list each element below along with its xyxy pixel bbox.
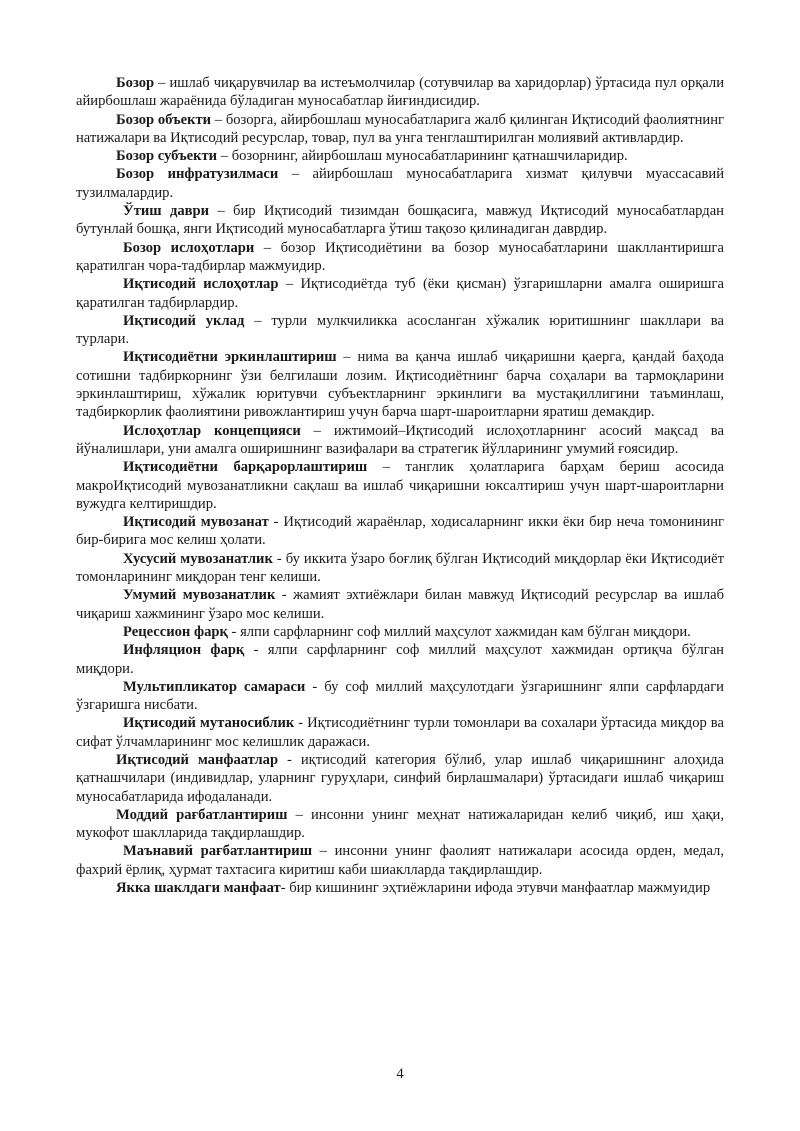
glossary-entry (76, 842, 724, 879)
glossary-entry (76, 641, 724, 678)
glossary-term: Бозор (116, 75, 155, 91)
glossary-entry (76, 879, 724, 897)
glossary-definition: – бир Иқтисодий тизимдан бошқасига, мавжуд Иқтисодий муносабатлардан бутунлай бошқа, янги Иқтисодий муносабатларга ўтиш тақозо қилинадиган даврдир. (76, 203, 724, 238)
glossary-term: Рецессион фарқ (123, 623, 228, 640)
glossary-term: Иқтисодий ислоҳотлар (123, 276, 279, 293)
glossary-entry (76, 678, 724, 715)
glossary-definition: – нима ва қанча ишлаб чиқаришни қаерга, қандай баҳода сотишни тадбиркорнинг ўзи белгилаши лозим. Иқтисодиётнинг барча соҳалари ва тармоқларини эркинлаштириш, хўжалик юритувчи субъектларнинг эркинлиги ва мустақиллигини таъминлаш, тадбиркорлик фаолиятини ривожлантириш учун барча шарт-шароитларни яратиш демакдир. (76, 349, 724, 421)
glossary-term: Умумий мувозанатлик (123, 587, 276, 604)
glossary-definition: - бу иккита ўзаро боғлиқ бўлган Иқтисодий миқдорлар ёки Иқтисодиёт томонларининг миқдоран тенг келиши. (76, 550, 724, 586)
glossary-definition: – турли мулкчиликка асосланган хўжалик юритишнинг шакллари ва турлари. (76, 312, 724, 348)
glossary-definition: – бозорга, айирбошлаш муносабатларига жалб қилинган Иқтисодий фаолиятнинг натижалари ва Иқтисодий ресурслар, товар, пул ва унга тенглаштирилган молиявий активлардир. (76, 111, 724, 146)
glossary-definition: - бу соф миллий маҳсулотдаги ўзгаришнинг ялпи сарфлардаги ўзгаришга нисбати. (76, 678, 724, 714)
glossary-term: Маънавий рағбатлантириш (123, 843, 313, 860)
glossary-entry (76, 806, 724, 843)
glossary-definition: – ижтимоий–Иқтисодий ислоҳотларнинг асосий мақсад ва йўналишлари, уни амалга оширишнинг вазифалари ва стратегик йўлларининг умумий ғоясидир. (76, 422, 724, 457)
glossary-term: Хусусий мувозанатлик (123, 550, 273, 567)
glossary-definition: – танглик ҳолатларига барҳам бериш асосида макроИқтисодий мувозанатликни сақлаш ва ишлаб чиқаришни юксалтириш учун шарт-шароитларни вужудга келтиришдир. (76, 459, 725, 512)
glossary-term: Якка шаклдаги манфаат (116, 880, 281, 897)
glossary-term: Иқтисодиётни барқарорлаштириш (123, 459, 368, 476)
glossary-entry (76, 714, 724, 751)
glossary-term: Иқтисодий манфаатлар (116, 751, 279, 768)
glossary-definition: - ялпи сарфларнинг соф миллий маҳсулот хажмидан кам бўлган миқдори. (227, 623, 691, 640)
glossary-term: Бозор инфратузилмаси (116, 166, 279, 183)
glossary-entry (76, 422, 724, 459)
glossary-term: Моддий рағбатлантириш (116, 806, 288, 823)
glossary-entry (76, 751, 724, 806)
document-body (76, 74, 724, 897)
glossary-definition: - бир кишининг эҳтиёжларини ифода этувчи манфаатлар мажмуидир (280, 880, 711, 897)
glossary-term: Бозор ислоҳотлари (123, 239, 255, 256)
glossary-entry (76, 312, 724, 349)
glossary-entry (76, 74, 724, 111)
glossary-entry (76, 513, 724, 550)
glossary-definition: - Иқтисодий жараёнлар, ходисаларнинг икки ёки бир неча томонининг бир-бирига мос келиш ҳолати. (76, 514, 725, 549)
glossary-term: Иқтисодий мувозанат (123, 514, 269, 531)
glossary-entry (76, 239, 724, 276)
glossary-entry (76, 348, 724, 421)
glossary-definition: – Иқтисодиётда туб (ёки қисман) ўзгаришларни амалга оширишга қаратилган тадбирлардир. (76, 276, 725, 311)
glossary-term: Иқтисодиётни эркинлаштириш (123, 349, 337, 366)
glossary-definition: - жамият эхтиёжлари билан мавжуд Иқтисодий ресурслар ва ишлаб чиқариш хажмининг ўзаро мос келиши. (76, 587, 725, 622)
glossary-entry (76, 275, 724, 312)
glossary-entry (76, 165, 724, 202)
glossary-entry (76, 458, 724, 513)
glossary-entry (76, 623, 724, 641)
glossary-definition: – бозор Иқтисодиётини ва бозор муносабатларини шакллантиришга қаратилган чора-тадбирлар мажмуидир. (76, 239, 724, 274)
glossary-definition: – инсонни унинг меҳнат натижаларидан келиб чиқиб, иш ҳақи, мукофот шаклларида тақдирлашдир. (76, 806, 724, 842)
glossary-term: Ўтиш даври (123, 203, 210, 220)
glossary-term: Инфляцион фарқ (123, 642, 245, 659)
glossary-entry (76, 550, 724, 587)
glossary-term: Ислоҳотлар концепцияси (123, 422, 301, 439)
glossary-term: Иқтисодий уклад (123, 312, 245, 329)
glossary-definition: – айирбошлаш муносабатларига хизмат қилувчи муассасавий тузилмалардир. (76, 166, 725, 201)
glossary-definition: – ишлаб чиқарувчилар ва истеъмолчилар (сотувчилар ва харидорлар) ўртасида пул орқали айирбошлаш жараёнида бўладиган муносабатлар йиғиндисидир. (76, 75, 724, 110)
page-number: 4 (396, 1066, 404, 1082)
glossary-definition: - Иқтисодиётнинг турли томонлари ва сохалари ўртасида миқдор ва сифат ўлчамларининг мос келишлик даражаси. (76, 715, 724, 750)
glossary-entry (76, 147, 724, 165)
glossary-definition: - ялпи сарфларнинг соф миллий маҳсулот хажмидан ортиқча бўлган миқдори. (76, 642, 724, 677)
glossary-term: Бозор объекти (116, 111, 212, 128)
glossary-term: Иқтисодий мутаносиблик (123, 715, 295, 732)
glossary-term: Бозор субъекти (116, 148, 218, 165)
glossary-term: Мультипликатор самараси (123, 678, 306, 695)
glossary-definition: – инсонни унинг фаолият натижалари асосида орден, медал, фахрий ёрлиқ, ҳурмат тахтасига киритиш каби шиаклларда тақдирлашдир. (76, 843, 724, 878)
glossary-entry (76, 111, 724, 148)
glossary-definition: - иқтисодий категория бўлиб, улар ишлаб чиқаришнинг алоҳида қатнашчилари (индивидлар, уларнинг гуруҳлари, синфий бирлашмалари) ўртасидаги ишлаб чиқариш муносабатларида ифодаланади. (76, 751, 724, 805)
glossary-definition: – бозорнинг, айирбошлаш муносабатларининг қатнашчиларидир. (217, 148, 628, 165)
glossary-entry (76, 586, 724, 623)
glossary-entry (76, 202, 724, 239)
